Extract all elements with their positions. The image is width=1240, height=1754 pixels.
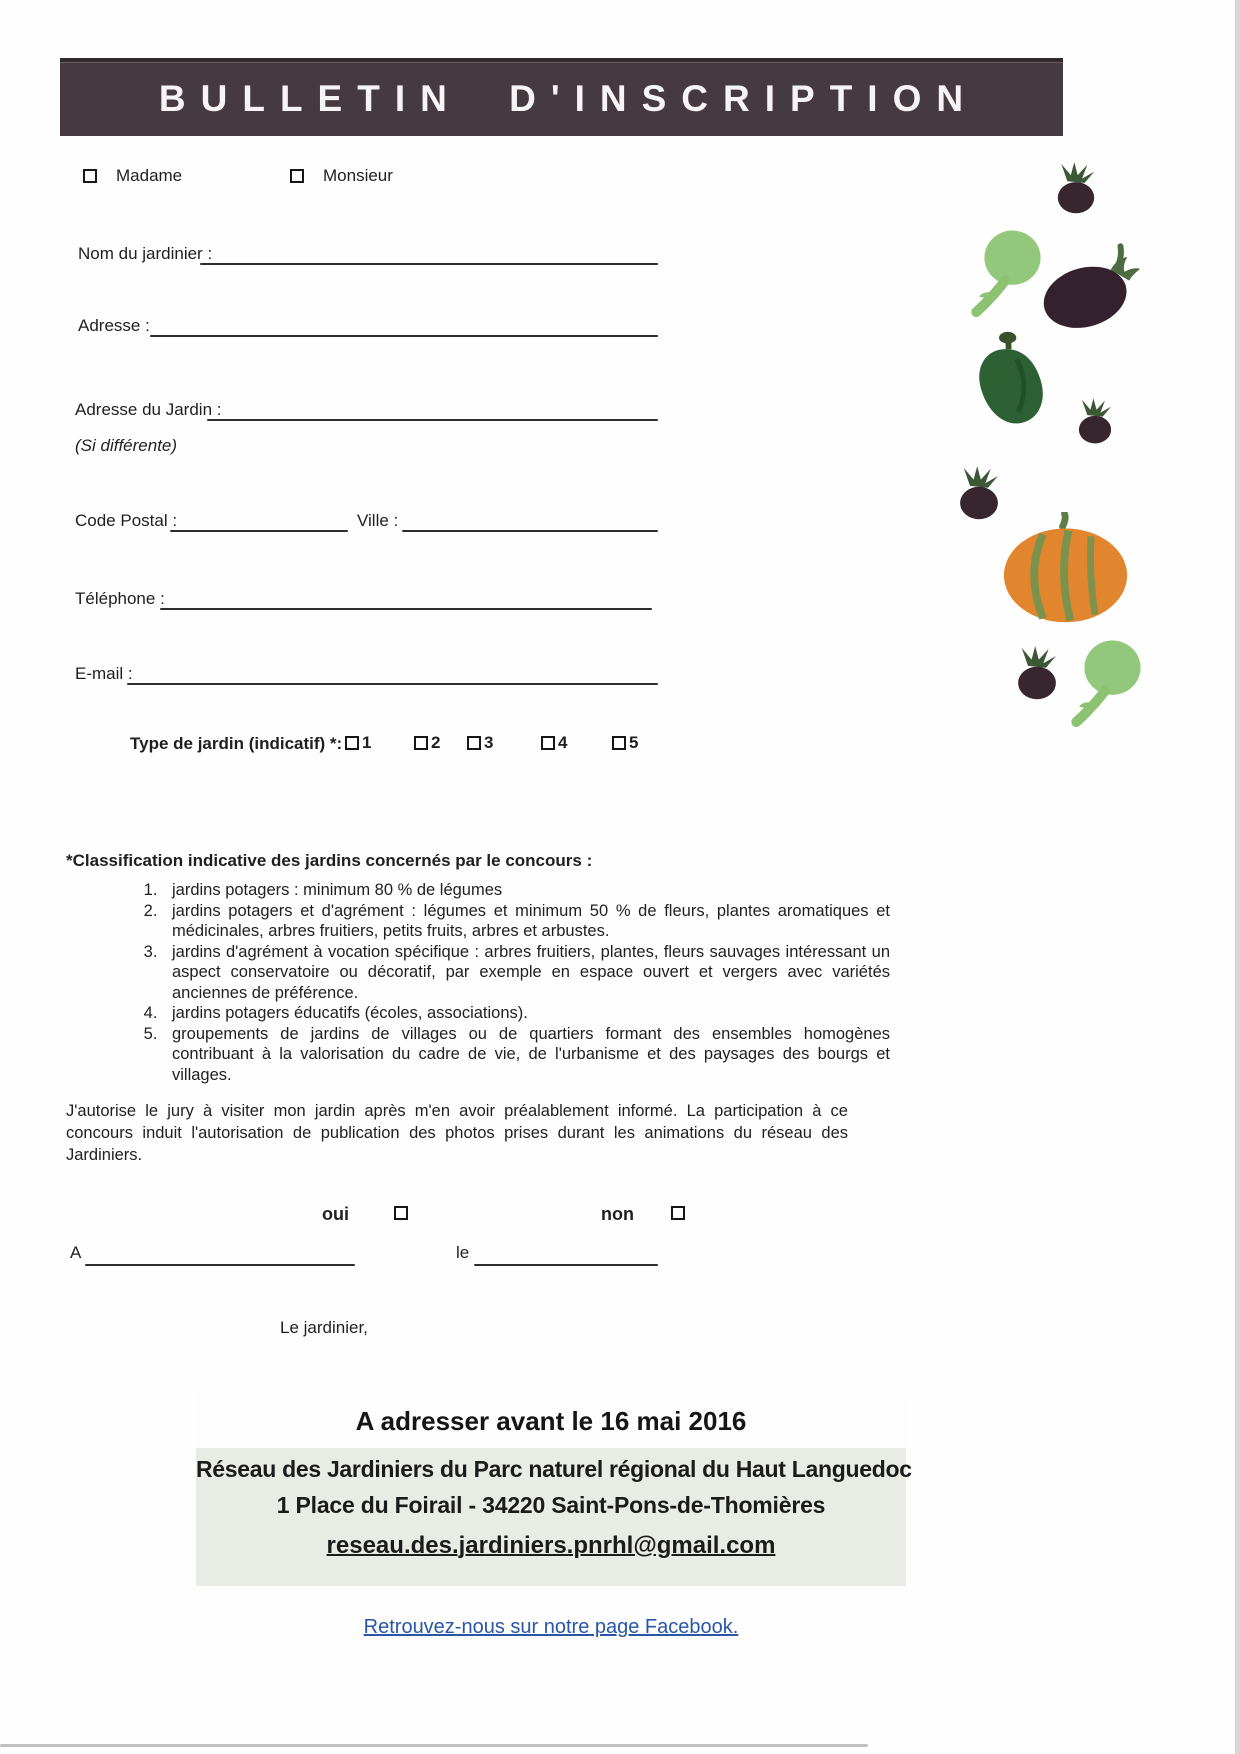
date-label: le (456, 1243, 470, 1262)
madame-label: Madame (116, 166, 183, 185)
scan-edge-shadow (1235, 0, 1240, 1754)
beet-icon (1072, 396, 1118, 448)
adresse-jardin-input-line[interactable] (207, 419, 658, 421)
facebook-link[interactable]: Retrouvez-nous sur notre page Facebook. (363, 1616, 739, 1638)
type-5-checkbox[interactable] (612, 736, 626, 750)
non-checkbox[interactable] (671, 1206, 685, 1220)
adresse-input-line[interactable] (150, 335, 658, 337)
type-jardin-option-3[interactable] (467, 733, 493, 753)
organization-email-link[interactable]: reseau.des.jardiniers.pnrhl@gmail.com (326, 1532, 776, 1559)
ville-input-line[interactable] (402, 530, 658, 532)
place-input-line[interactable] (85, 1264, 355, 1266)
classification-item-5: 5. groupements de jardins de villages ou de quartiers formant des ensembles homogènes contribuant à la valorisation du cadre de vie, de l'urbanisme et des paysages des bourgs et villages. (162, 1024, 890, 1086)
scan-artifact-line (0, 1744, 868, 1747)
monsieur-label: Monsieur (323, 166, 393, 185)
type-2-checkbox[interactable] (414, 736, 428, 750)
nom-input-line[interactable] (200, 263, 658, 265)
submission-block (196, 1394, 912, 1586)
monsieur-checkbox[interactable] (290, 169, 304, 183)
form-title-banner (60, 58, 1063, 136)
classification-list (118, 880, 890, 1085)
email-input-line[interactable] (127, 683, 658, 685)
organization-address: 1 Place du Foirail - 34220 Saint-Pons-de-Thomières (276, 1492, 826, 1518)
beet-icon (952, 464, 1006, 524)
type-1-label: 1 (362, 733, 372, 752)
non-label: non (601, 1204, 634, 1224)
type-1-checkbox[interactable] (345, 736, 359, 750)
type-2-label: 2 (431, 733, 441, 752)
telephone-label: Téléphone : (75, 589, 165, 608)
ville-label: Ville : (357, 511, 399, 530)
code-postal-label: Code Postal : (75, 511, 178, 530)
nom-label: Nom du jardinier : (78, 244, 213, 263)
adresse-jardin-note: (Si différente) (75, 436, 178, 455)
signature-label: Le jardinier, (280, 1318, 368, 1337)
green-pepper-icon (966, 330, 1058, 436)
madame-checkbox[interactable] (83, 169, 97, 183)
pumpkin-icon (1000, 512, 1132, 626)
classification-heading: *Classification indicative des jardins concernés par le concours : (66, 851, 593, 870)
oui-label: oui (322, 1204, 349, 1224)
adresse-jardin-label: Adresse du Jardin : (75, 400, 222, 419)
oui-checkbox[interactable] (394, 1206, 408, 1220)
organization-name: Réseau des Jardiniers du Parc naturel régional du Haut Languedoc (196, 1456, 912, 1482)
type-jardin-option-4[interactable] (541, 733, 567, 753)
classification-item-1: 1. jardins potagers : minimum 80 % de légumes (162, 880, 890, 901)
type-3-checkbox[interactable] (467, 736, 481, 750)
code-postal-input-line[interactable] (170, 530, 348, 532)
type-3-label: 3 (484, 733, 494, 752)
email-label: E-mail : (75, 664, 133, 683)
deadline-text: A adresser avant le 16 mai 2016 (355, 1405, 747, 1436)
classification-item-2: 2. jardins potagers et d'agrément : légumes et minimum 50 % de fleurs, plantes aromatiques et médicinales, arbres fruitiers, petits fruits, arbres et arbustes. (162, 901, 890, 942)
type-5-label: 5 (629, 733, 639, 752)
page-title: BULLETIN D'INSCRIPTION (158, 78, 979, 119)
date-input-line[interactable] (474, 1264, 658, 1266)
place-label: A (70, 1243, 82, 1262)
type-4-checkbox[interactable] (541, 736, 555, 750)
type-jardin-option-5[interactable] (612, 733, 638, 753)
classification-item-4: 4. jardins potagers éducatifs (écoles, associations). (162, 1003, 890, 1024)
type-4-label: 4 (558, 733, 568, 752)
beet-icon (1010, 644, 1064, 704)
type-jardin-option-1[interactable] (345, 733, 371, 753)
deadline-strip (196, 1394, 906, 1448)
adresse-label: Adresse : (78, 316, 150, 335)
type-jardin-label: Type de jardin (indicatif) *: (130, 734, 343, 753)
authorization-text: J'autorise le jury à visiter mon jardin après m'en avoir préalablement informé. La participation à ce concours induit l'autorisation de publication des photos prises durant les animations du réseau des Jardiniers. (66, 1102, 848, 1164)
classification-item-3: 3. jardins d'agrément à vocation spécifique : arbres fruitiers, plantes, fleurs sauvages intéressant un aspect conservatoire ou décoratif, par exemple en espace ouvert et vergers avec variétés anciennes de préférence. (162, 942, 890, 1004)
artichoke-icon (1060, 634, 1146, 734)
telephone-input-line[interactable] (160, 608, 652, 610)
beet-icon (1050, 160, 1102, 218)
artichoke-icon (960, 224, 1046, 324)
eggplant-icon (1038, 240, 1146, 334)
type-jardin-option-2[interactable] (414, 733, 440, 753)
